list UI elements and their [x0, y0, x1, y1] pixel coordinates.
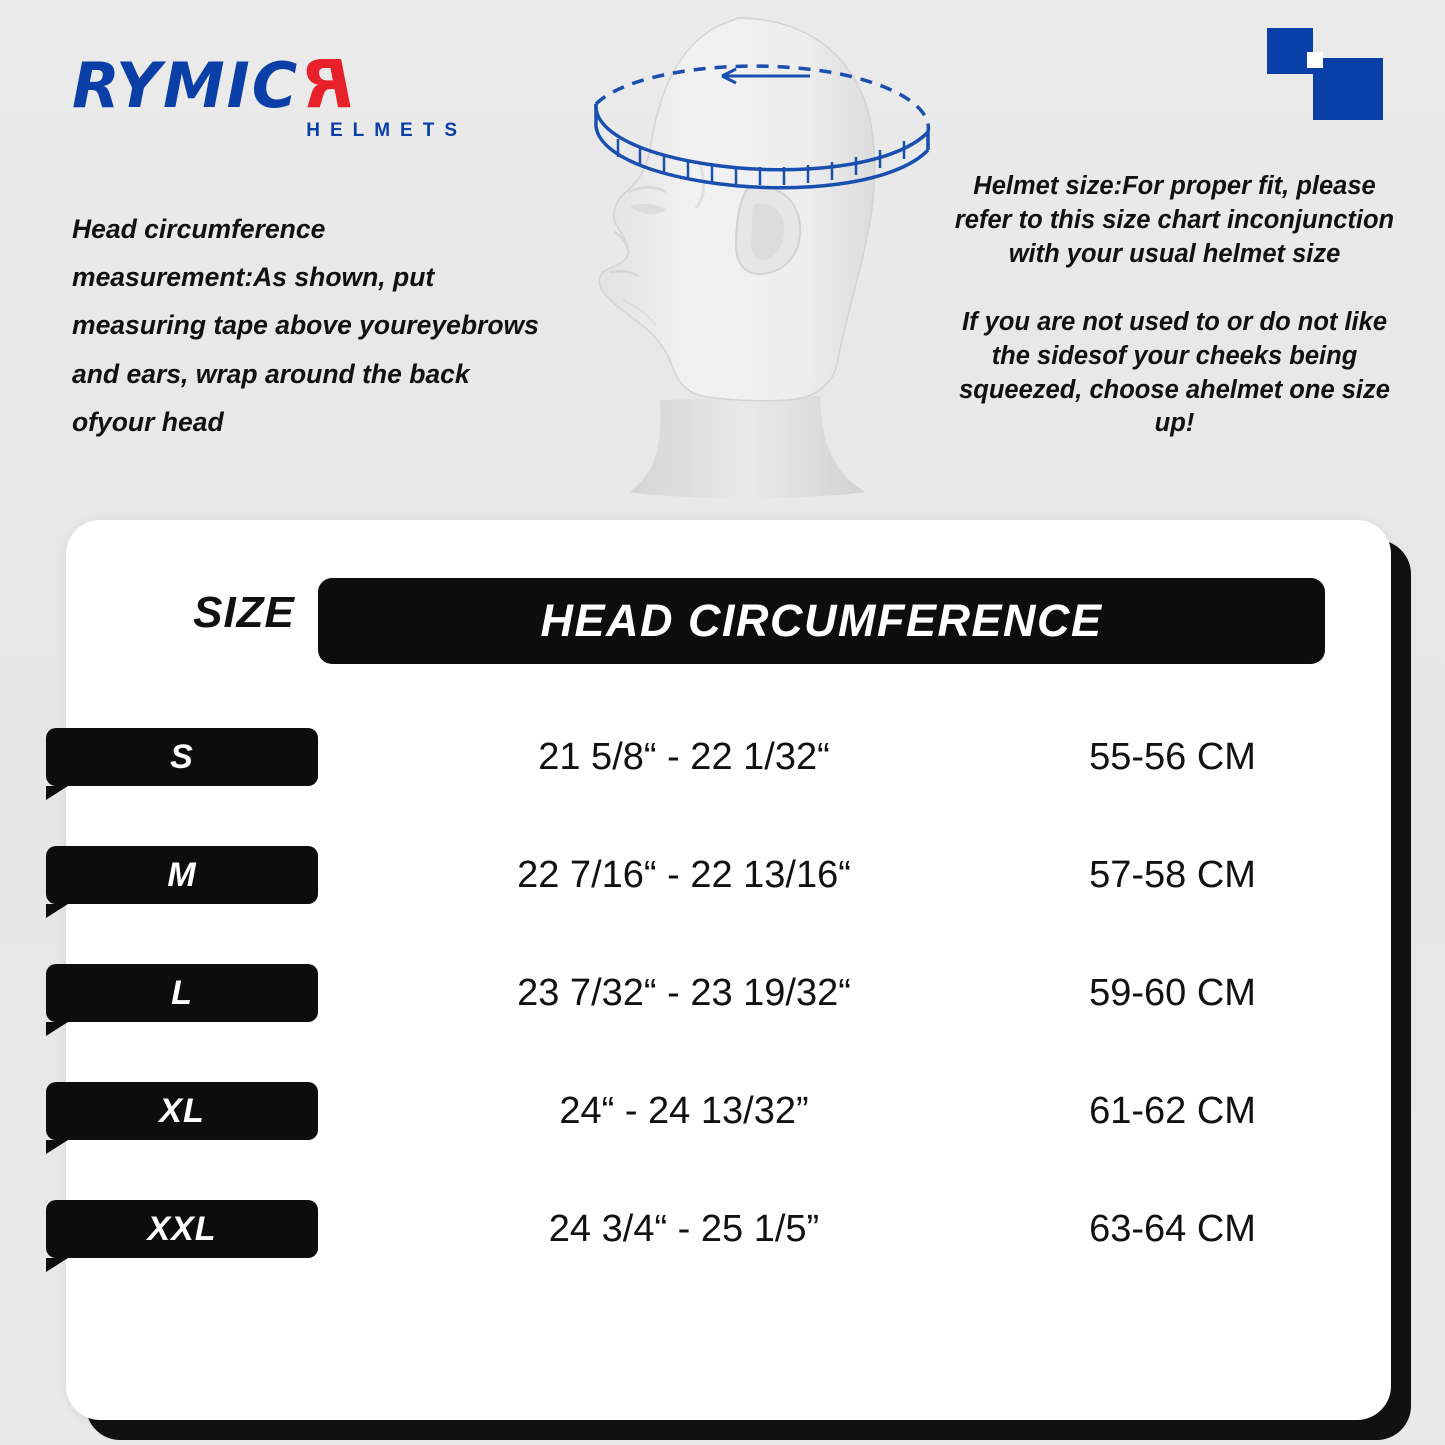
fit-notes — [952, 170, 1397, 441]
circumference-inches: 24 3/4“ - 25 1/5” — [548, 1207, 820, 1250]
table-row — [66, 1052, 1391, 1170]
table-header-circumference-label: HEAD CIRCUMFERENCE — [540, 595, 1103, 646]
brand-logo-reversed-r: R — [299, 46, 353, 123]
size-label: M — [167, 855, 197, 894]
table-header-size: SIZE — [193, 588, 295, 637]
circumference-cm: 55-56 CM — [1089, 735, 1256, 778]
head-profile-illustration — [510, 0, 980, 530]
blue-square-large — [1313, 58, 1383, 120]
fit-note-2: If you are not used to or do not like the sidesof your cheeks being squeezed, choose ahelmet one size up! — [959, 307, 1390, 438]
circumference-inches: 22 7/16“ - 22 13/16“ — [517, 853, 851, 896]
measurement-instructions: Head circumference measurement:As shown, put measuring tape above youreyebrows and ears, wrap around the back ofyour head — [72, 214, 539, 437]
brand-logo-wordmark — [72, 46, 353, 123]
circumference-cm: 57-58 CM — [1089, 853, 1256, 896]
brand-logo-subtitle: HELMETS — [306, 120, 467, 141]
table-row — [66, 816, 1391, 934]
circumference-cm: 61-62 CM — [1089, 1089, 1256, 1132]
circumference-inches: 21 5/8“ - 22 1/32“ — [538, 735, 830, 778]
size-label: XL — [159, 1091, 205, 1130]
blue-squares-decoration — [1267, 28, 1383, 120]
size-label: S — [170, 737, 194, 776]
brand-logo — [72, 46, 522, 142]
circumference-cm: 59-60 CM — [1089, 971, 1256, 1014]
size-badge — [46, 846, 318, 904]
table-row — [66, 934, 1391, 1052]
table-row — [66, 698, 1391, 816]
brand-logo-text: RYMIC — [72, 49, 300, 122]
fit-note-1: Helmet size:For proper fit, please refer to this size chart inconjunction with your usual helmet size — [954, 172, 1395, 268]
size-badge — [46, 964, 318, 1022]
size-label: L — [171, 973, 193, 1012]
circumference-inches: 24“ - 24 13/32” — [559, 1089, 809, 1132]
size-badge — [46, 1200, 318, 1258]
table-header-row — [66, 578, 1391, 668]
blue-square-notch — [1307, 52, 1323, 68]
size-badge — [46, 1082, 318, 1140]
table-row — [66, 1170, 1391, 1288]
circumference-cm: 63-64 CM — [1089, 1207, 1256, 1250]
table-header-circumference — [318, 578, 1325, 664]
size-badge — [46, 728, 318, 786]
neck-shape — [630, 396, 865, 498]
table-body — [66, 698, 1391, 1288]
size-table-card — [66, 520, 1391, 1420]
size-label: XXL — [147, 1209, 217, 1248]
circumference-inches: 23 7/32“ - 23 19/32“ — [517, 971, 851, 1014]
